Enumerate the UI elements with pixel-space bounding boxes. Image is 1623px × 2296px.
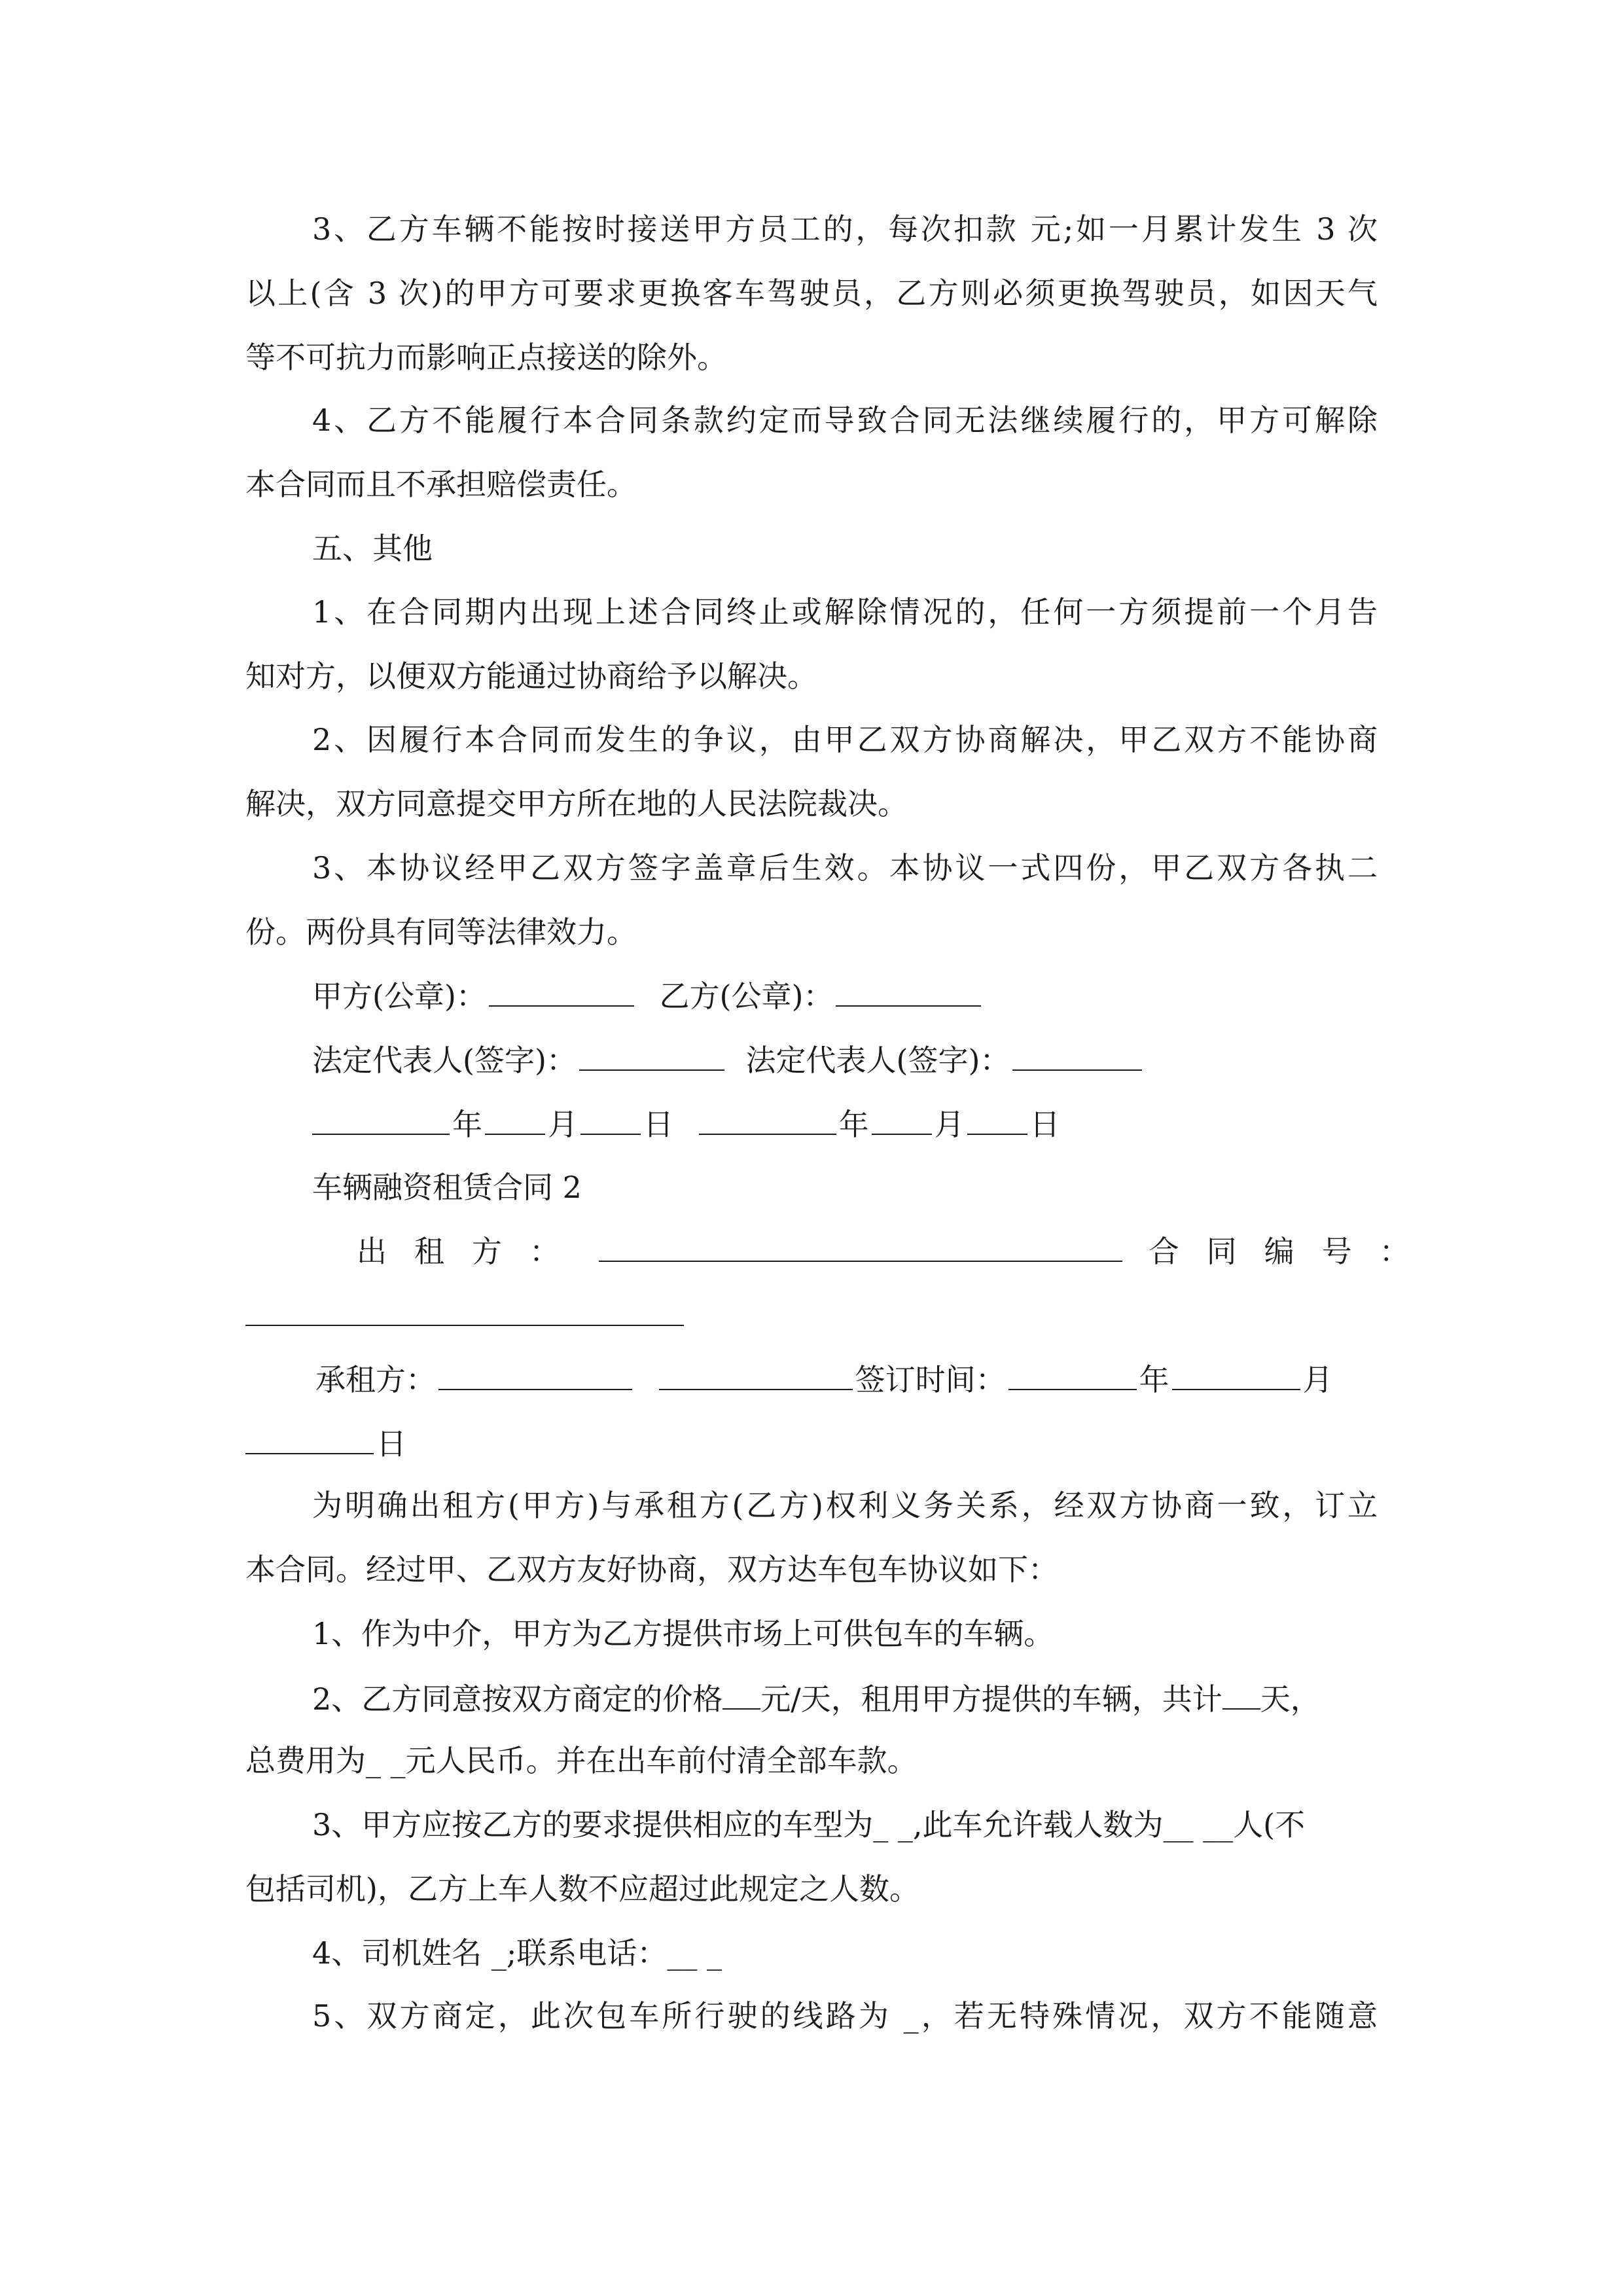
other-clause-3-line-2: 份。两份具有同等法律效力。	[245, 914, 637, 950]
party-a-seal-label: 甲方(公章)：	[312, 978, 486, 1014]
date-b-month-label: 月	[934, 1107, 965, 1142]
date-b-year-blank[interactable]	[699, 1103, 836, 1135]
date-a-day-label: 日	[643, 1107, 673, 1142]
date-a-year-label: 年	[452, 1107, 482, 1142]
other-clause-1-line-1: 1、在合同期内出现上述合同终止或解除情况的，任何一方须提前一个月告	[312, 594, 1378, 630]
term-3-part-c: __人(不	[1203, 1807, 1306, 1842]
section-heading: 五、其他	[312, 531, 433, 566]
party-b-rep-label: 法定代表人(签字)：	[745, 1043, 1010, 1078]
term-3-part-b: _,此车允许载人数为__	[897, 1807, 1194, 1842]
clause-3-line-2: 以上(含 3 次)的甲方可要求更换客车驾驶员，乙方则必须更换驾驶员，如因天气	[245, 276, 1378, 311]
date-a-year-blank[interactable]	[312, 1103, 450, 1135]
term-5-line-1: 5、双方商定，此次包车所行驶的线路为 _，若无特殊情况，双方不能随意	[312, 1998, 1378, 2034]
sign-month-blank[interactable]	[1172, 1359, 1300, 1390]
party-b-seal-label: 乙方(公章)：	[659, 978, 834, 1014]
sign-year-label: 年	[1139, 1362, 1169, 1397]
signature-date-row	[312, 1103, 1378, 1144]
term-4	[312, 1933, 1378, 1973]
party-a-rep-label: 法定代表人(签字)：	[312, 1043, 577, 1078]
lessee-label: 承租方：	[315, 1362, 436, 1397]
other-clause-2-line-1: 2、因履行本合同而发生的争议，由甲乙双方协商解决，甲乙双方不能协商	[312, 722, 1378, 757]
contract-2-title: 车辆融资租赁合同 2	[312, 1170, 582, 1205]
lessee-blank-2[interactable]	[659, 1359, 853, 1390]
lessee-blank-1[interactable]	[438, 1359, 632, 1390]
date-b-day-blank[interactable]	[967, 1103, 1027, 1135]
sign-day-label: 日	[376, 1426, 406, 1462]
sign-year-blank[interactable]	[1008, 1359, 1137, 1390]
lessee-row	[315, 1359, 1378, 1399]
term-2-part-b: 元/天，租用甲方提供的车辆，共计	[760, 1681, 1222, 1717]
date-a-day-blank[interactable]	[580, 1103, 641, 1135]
sign-day-blank[interactable]	[245, 1423, 374, 1454]
lessor-label: 出租方：	[357, 1234, 587, 1269]
signature-seal-row	[312, 975, 1378, 1016]
term-2-part-a: 2、乙方同意按双方商定的价格	[312, 1681, 723, 1717]
party-b-seal-blank[interactable]	[836, 975, 981, 1007]
date-b-month-blank[interactable]	[872, 1103, 932, 1135]
preamble-line-1: 为明确出租方(甲方)与承租方(乙方)权利义务关系，经双方协商一致，订立	[312, 1488, 1378, 1523]
term-3-line-2: 包括司机)，乙方上车人数不应超过此规定之人数。	[245, 1871, 919, 1907]
party-a-rep-blank[interactable]	[579, 1039, 724, 1071]
price-blank[interactable]	[722, 1678, 760, 1710]
term-4-part-a: 4、司机姓名	[312, 1935, 482, 1971]
term-2-line-2	[245, 1741, 1378, 1780]
term-4-part-c: _	[707, 1935, 722, 1971]
lessor-blank[interactable]	[599, 1230, 1122, 1262]
date-a-month-label: 月	[548, 1107, 578, 1142]
contract-number-blank[interactable]	[245, 1295, 684, 1326]
sign-month-label: 月	[1302, 1362, 1333, 1397]
days-blank[interactable]	[1222, 1678, 1260, 1710]
term-2-part-c: 天，	[1260, 1681, 1321, 1717]
date-b-year-label: 年	[838, 1107, 869, 1142]
clause-4-line-2: 本合同而且不承担赔偿责任。	[245, 467, 637, 502]
other-clause-3-line-1: 3、本协议经甲乙双方签字盖章后生效。本协议一式四份，甲乙双方各执二	[312, 850, 1378, 886]
term-2-total-a: 总费用为_	[245, 1743, 381, 1778]
party-b-rep-blank[interactable]	[1012, 1039, 1142, 1071]
preamble-line-2: 本合同。经过甲、乙双方友好协商，双方达车包车协议如下：	[245, 1552, 1058, 1587]
other-clause-2-line-2: 解决，双方同意提交甲方所在地的人民法院裁决。	[245, 786, 908, 821]
party-a-seal-blank[interactable]	[489, 975, 634, 1007]
term-1: 1、作为中介，甲方为乙方提供市场上可供包车的车辆。	[312, 1616, 1054, 1651]
date-b-day-label: 日	[1029, 1107, 1060, 1142]
term-3-part-a: 3、甲方应按乙方的要求提供相应的车型为_	[312, 1807, 889, 1842]
other-clause-1-line-2: 知对方，以便双方能通过协商给予以解决。	[245, 658, 817, 694]
term-3-line-1	[312, 1805, 1378, 1844]
clause-3-line-1: 3、乙方车辆不能按时接送甲方员工的，每次扣款 元;如一月累计发生 3 次	[312, 211, 1378, 247]
term-4-part-b: _;联系电话：__	[491, 1935, 698, 1971]
contract-number-label: 合同编号：	[1149, 1234, 1437, 1269]
clause-3-line-3: 等不可抗力而影响正点接送的除外。	[245, 340, 727, 375]
sign-day-row	[245, 1423, 1378, 1463]
date-a-month-blank[interactable]	[485, 1103, 545, 1135]
lessor-row	[357, 1230, 1437, 1271]
signature-rep-row	[312, 1039, 1378, 1080]
term-2-total-b: _元人民币。并在出车前付清全部车款。	[390, 1743, 918, 1778]
contract-number-row	[245, 1295, 1378, 1335]
sign-time-label: 签订时间：	[855, 1362, 1006, 1397]
clause-4-line-1: 4、乙方不能履行本合同条款约定而导致合同无法继续履行的，甲方可解除	[312, 403, 1378, 438]
term-2-line-1	[312, 1678, 1378, 1719]
